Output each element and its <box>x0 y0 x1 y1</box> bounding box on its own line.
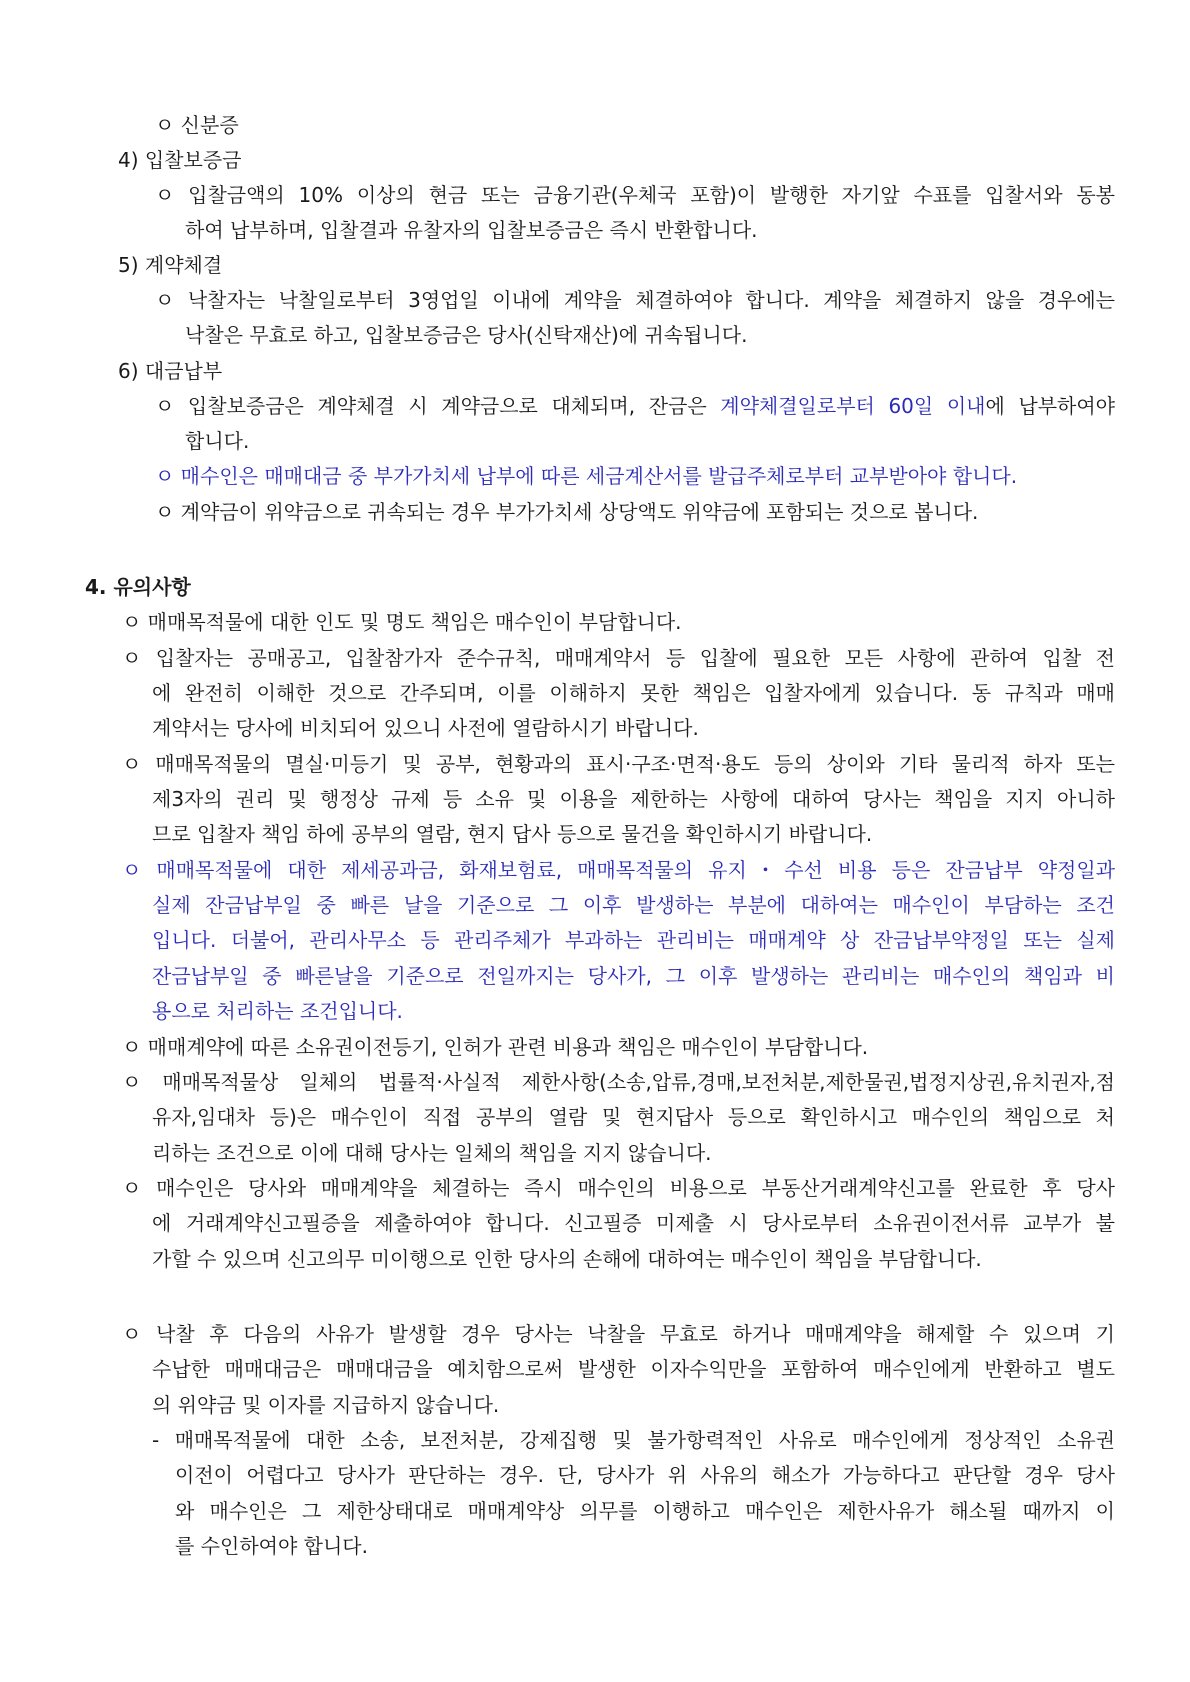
precaution-cancellation-line-3: 의 위약금 및 이자를 지급하지 않습니다. <box>152 1393 500 1417</box>
precaution-defects-line-1: ㅇ 매매목적물의 멸실·미등기 및 공부, 현황과의 표시·구조·면적·용도 등의 상이와 기타 물리적 하자 또는 <box>122 752 1115 776</box>
vat-invoice-note: ㅇ 매수인은 매매대금 중 부가가치세 납부에 따른 세금계산서를 발급주체로부터 교부받아야 합니다. <box>155 464 1018 488</box>
payment-text-line-2: 합니다. <box>185 429 250 453</box>
cancellation-reason-line-2: 이전이 어렵다고 당사가 판단하는 경우. 단, 당사가 위 사유의 해소가 가능하다고 판단할 경우 당사 <box>175 1463 1115 1487</box>
precaution-registration: ㅇ 매매계약에 따른 소유권이전등기, 인허가 관련 비용과 책임은 매수인이 부담합니다. <box>122 1035 869 1059</box>
cancellation-reason-line-3: 와 매수인은 그 제한상태대로 매매계약상 의무를 이행하고 매수인은 제한사유가 해소될 때까지 이 <box>175 1499 1115 1523</box>
precaution-defects-line-3: 므로 입찰자 책임 하에 공부의 열람, 현지 답사 등으로 물건을 확인하시기 바랍니다. <box>152 822 873 846</box>
bid-deposit-text-line-2: 하여 납부하며, 입찰결과 유찰자의 입찰보증금은 즉시 반환합니다. <box>185 218 758 242</box>
precaution-defects-line-2: 제3자의 권리 및 행정상 규제 등 소유 및 이용을 제한하는 사항에 대하여 당사는 책임을 지지 아니하 <box>152 787 1115 811</box>
contract-text-line-2: 낙찰은 무효로 하고, 입찰보증금은 당사(신탁재산)에 귀속됩니다. <box>185 323 748 347</box>
contract-text-line-1: ㅇ 낙찰자는 낙찰일로부터 3영업일 이내에 계약을 체결하여야 합니다. 계약을 체결하지 않을 경우에는 <box>155 288 1115 312</box>
precaution-taxes-line-2: 실제 잔금납부일 중 빠른 날을 기준으로 그 이후 발생하는 부분에 대하여는 매수인이 부담하는 조건 <box>152 893 1115 917</box>
precaution-taxes-line-4: 잔금납부일 중 빠른날을 기준으로 전일까지는 당사가, 그 이후 발생하는 관리비는 매수인의 책임과 비 <box>152 964 1115 988</box>
precaution-delivery: ㅇ 매매목적물에 대한 인도 및 명도 책임은 매수인이 부담합니다. <box>122 610 682 634</box>
payment-deadline-highlight: 계약체결일로부터 60일 이내 <box>720 394 986 418</box>
precaution-taxes-line-3: 입니다. 더불어, 관리사무소 등 관리주체가 부과하는 관리비는 매매계약 상 잔금납부약정일 또는 실제 <box>152 928 1115 952</box>
precaution-restrictions-line-2: 유자,임대차 등)은 매수인이 직접 공부의 열람 및 현지답사 등으로 확인하시고 매수인의 책임으로 처 <box>152 1105 1115 1129</box>
penalty-vat-note: ㅇ 계약금이 위약금으로 귀속되는 경우 부가가치세 상당액도 위약금에 포함되는 것으로 봅니다. <box>155 500 979 524</box>
precaution-cancellation-line-1: ㅇ 낙찰 후 다음의 사유가 발생할 경우 당사는 낙찰을 무효로 하거나 매매계약을 해제할 수 있으며 기 <box>122 1322 1115 1346</box>
bid-deposit-text-line-1: ㅇ 입찰금액의 10% 이상의 현금 또는 금융기관(우체국 포함)이 발행한 자기앞 수표를 입찰서와 동봉 <box>155 183 1115 207</box>
precaution-report-line-1: ㅇ 매수인은 당사와 매매계약을 체결하는 즉시 매수인의 비용으로 부동산거래계약신고를 완료한 후 당사 <box>122 1176 1115 1200</box>
precaution-report-line-3: 가할 수 있으며 신고의무 미이행으로 인한 당사의 손해에 대하여는 매수인이 책임을 부담합니다. <box>152 1247 982 1271</box>
subheading-payment: 6) 대금납부 <box>118 359 223 383</box>
cancellation-reason-line-4: 를 수인하여야 합니다. <box>175 1534 368 1558</box>
precaution-cancellation-line-2: 수납한 매매대금은 매매대금을 예치함으로써 발생한 이자수익만을 포함하여 매수인에게 반환하고 별도 <box>152 1357 1115 1381</box>
subheading-contract: 5) 계약체결 <box>118 253 223 277</box>
precaution-understanding-line-3: 계약서는 당사에 비치되어 있으니 사전에 열람하시기 바랍니다. <box>152 716 699 740</box>
precaution-understanding-line-2: 에 완전히 이해한 것으로 간주되며, 이를 이해하지 못한 책임은 입찰자에게 있습니다. 동 규칙과 매매 <box>152 681 1115 705</box>
precaution-taxes-line-1: ㅇ 매매목적물에 대한 제세공과금, 화재보험료, 매매목적물의 유지・수선 비용 등은 잔금납부 약정일과 <box>122 858 1115 882</box>
precaution-restrictions-line-1: ㅇ 매매목적물상 일체의 법률적·사실적 제한사항(소송,압류,경매,보전처분,제한물권,법정지상권,유치권자,점 <box>122 1070 1115 1094</box>
payment-text-line-1: ㅇ 입찰보증금은 계약체결 시 계약금으로 대체되며, 잔금은 계약체결일로부터 60일 이내에 납부하여야 <box>155 394 1115 418</box>
cancellation-reason-line-1: - 매매목적물에 대한 소송, 보전처분, 강제집행 및 불가항력적인 사유로 매수인에게 정상적인 소유권 <box>152 1428 1115 1452</box>
precaution-report-line-2: 에 거래계약신고필증을 제출하여야 합니다. 신고필증 미제출 시 당사로부터 소유권이전서류 교부가 불 <box>152 1211 1115 1235</box>
section-heading-precautions: 4. 유의사항 <box>85 575 191 599</box>
bullet-id-card: ㅇ 신분증 <box>155 113 239 137</box>
precaution-understanding-line-1: ㅇ 입찰자는 공매공고, 입찰참가자 준수규칙, 매매계약서 등 입찰에 필요한 모든 사항에 관하여 입찰 전 <box>122 646 1115 670</box>
precaution-taxes-line-5: 용으로 처리하는 조건입니다. <box>152 999 403 1023</box>
precaution-restrictions-line-3: 리하는 조건으로 이에 대해 당사는 일체의 책임을 지지 않습니다. <box>152 1141 712 1165</box>
subheading-bid-deposit: 4) 입찰보증금 <box>118 148 242 172</box>
